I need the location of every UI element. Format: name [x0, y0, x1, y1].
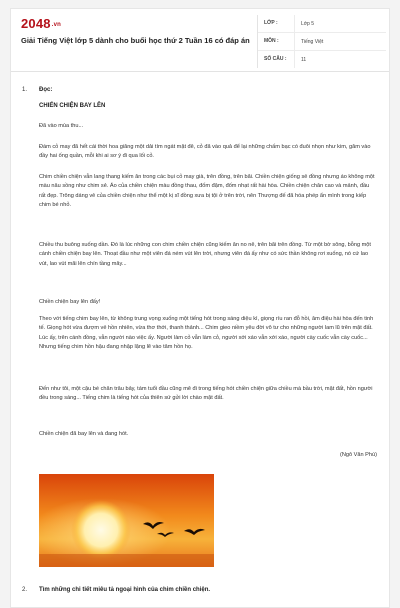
question-number: 2. — [22, 587, 28, 593]
passage-paragraph: Đến như tôi, một cậu bé chăn trâu bảy, tám tuổi đầu cũng mê đi trong tiếng hót chiền chiện giữa chiều mà bầu trời, mặt đất, hồn người đều trong sáng... Tiếng chim là tiếng hót của thiên sứ gửi lời chào mặt đất. — [39, 386, 373, 402]
passage-paragraph: Chiền chiện bay lên đấy! — [39, 299, 101, 305]
meta-label: LỚP : — [258, 15, 295, 32]
passage-paragraph: Chiều thu buông xuống dần. Đó là lúc những con chim chiền chiện cũng kiếm ăn no nê, trên bãi trên đồng. Từ một bờ sông, bỗng một cánh chiền chiện bay lên. Thoạt đầu như một viên đá ném vút lên trời, nhưng viên đá ấy như có sức thần không rơi xuống, nó cứ lao vút, lao vút mãi lên chín tầng mây... — [39, 242, 371, 267]
meta-value: Tiếng Việt — [301, 38, 324, 45]
meta-label: SỐ CÂU : — [258, 51, 295, 68]
meta-label: MÔN : — [258, 33, 295, 50]
passage-paragraph: Đám cỏ may đã hết cái thời hoa giăng một dải tím ngát mặt đê, cỏ đã vào quả để lại những chấm bạc có đuôi nhọn như kim, găm vào đầy hai ống quần, mỗi khi ai sơ ý đi qua lối cỏ. — [39, 144, 371, 160]
question-text: Tìm những chi tiết miêu tả ngoại hình của chim chiền chiện. — [39, 587, 211, 593]
passage-paragraph: Chiền chiện đã bay lên và đang hót. — [39, 431, 129, 437]
question-label: Đọc: — [39, 87, 53, 93]
passage-heading: CHIẾN CHIỆN BAY LÊN — [39, 103, 106, 109]
meta-row-question-count — [258, 51, 386, 68]
meta-table — [257, 15, 386, 68]
document-header — [11, 9, 390, 72]
document-title: Giải Tiếng Việt lớp 5 dành cho buổi học thứ 2 Tuần 16 có đáp án — [21, 36, 250, 45]
meta-value: 11 — [301, 56, 307, 63]
site-logo[interactable] — [21, 16, 61, 31]
passage-author: (Ngô Văn Phú) — [339, 452, 377, 458]
logo-main: 2048 — [21, 16, 51, 31]
sunset-birds-image — [39, 474, 214, 567]
meta-row-class — [258, 15, 386, 33]
passage-paragraph: Đã vào mùa thu... — [39, 123, 84, 129]
question-number: 1. — [22, 87, 28, 93]
logo-suffix: .vn — [51, 22, 62, 28]
document-sheet — [10, 8, 390, 608]
meta-row-subject — [258, 33, 386, 51]
passage-paragraph: Chim chiền chiện vẫn lang thang kiếm ăn trong các bụi cỏ may già, trên đồng, trên bãi. Chiền chiện giống sẻ đồng nhưng áo không một màu nâu sồng như chim sẻ. Áo của chiền chiện màu đồng thau, đốm đậm, đốm nhạt rất hài hòa. Chiền chiện chân cao và mảnh, đầu rất đẹp. Trông dáng vẻ của chiền chiện như thể một kị sĩ đồng xưa bị tội ở trên trời, nên Thượng đế đã hóa phép ẩn mình trong kiếp chim bé nhỏ. — [39, 174, 375, 209]
meta-value: Lớp 5 — [301, 20, 315, 27]
passage-paragraph: Theo với tiếng chim bay lên, từ không trung vọng xuống một tiếng hót trong sáng diệu kì, giọng ríu ran đỗ hồi, âm điệu hài hòa đến tinh tế. Giọng hót vừa đượm vẻ hồn nhiên, vừa thơ thới, thanh thảnh... Chim gieo niềm yêu đời vô tư cho những người lam lũ trên mặt đất. Lúc ấy, trên cánh đồng, vẫn người nào việc ấy. Người làm cỏ vẫn làm cỏ, người xới xáo vẫn xới xáo, người cày cuốc vẫn cày cuốc... Nhưng tiếng chim hồn hậu đang nhập lặng lẽ vào tâm hồn họ. — [39, 316, 374, 351]
